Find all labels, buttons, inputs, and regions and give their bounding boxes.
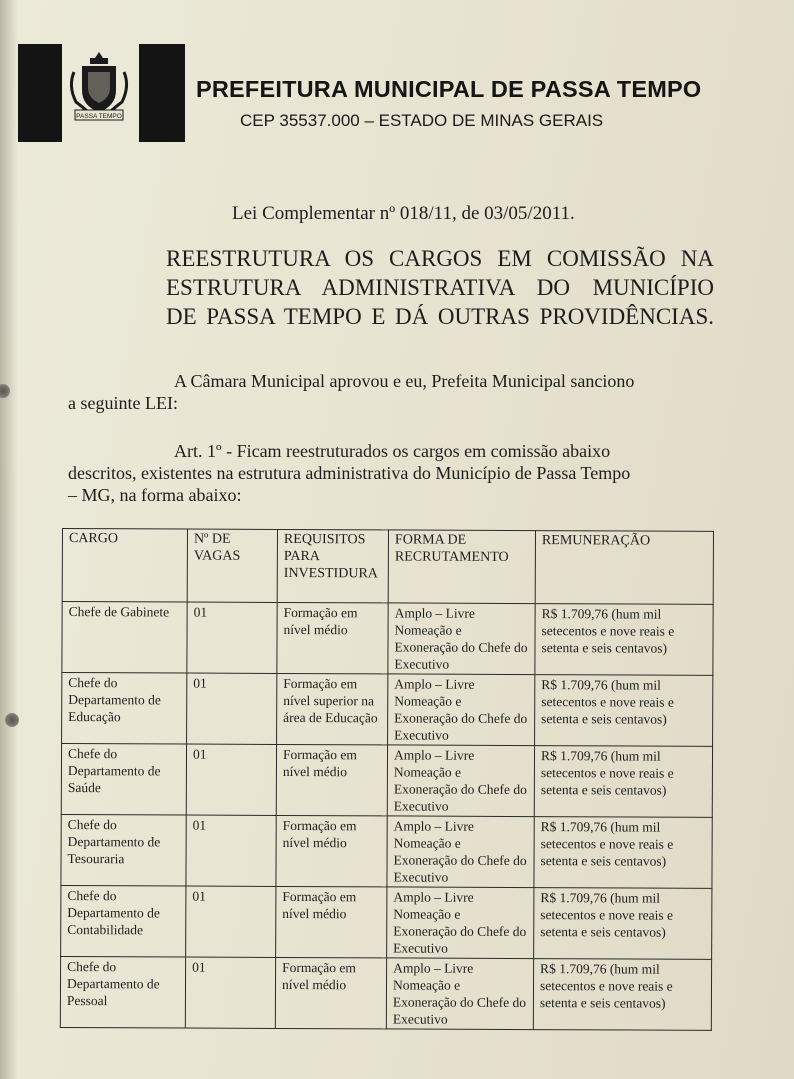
paragraph-line: A Câmara Municipal aprovou e eu, Prefeita Municipal sanciono <box>174 371 635 391</box>
header-title: PREFEITURA MUNICIPAL DE PASSA TEMPO <box>196 76 702 102</box>
cell-requisitos: Formação em nível médio <box>276 815 387 886</box>
svg-text:PASSA TEMPO: PASSA TEMPO <box>76 113 122 120</box>
paragraph-line: Art. 1º - Ficam reestruturados os cargos em comissão abaixo <box>174 441 611 461</box>
cell-vagas: 01 <box>185 957 275 1028</box>
cell-cargo: Chefe do Departamento de Educação <box>62 673 187 745</box>
cell-cargo: Chefe do Departamento de Saúde <box>61 744 186 816</box>
cell-cargo: Chefe do Departamento de Contabilidade <box>61 885 186 957</box>
cell-forma: Amplo – Livre Nomeação e Exoneração do Chefe do Executivo <box>387 816 534 888</box>
paragraph-line: a seguinte LEI: <box>68 393 178 413</box>
cell-remuneracao: R$ 1.709,76 (hum mil setecentos e nove reais e setenta e seis centavos) <box>533 959 711 1031</box>
table-row <box>60 956 711 1030</box>
cell-requisitos: Formação em nível médio <box>276 886 387 957</box>
ementa-line: ESTRUTURA ADMINISTRATIVA DO MUNICÍPIO <box>166 275 714 300</box>
cell-vagas: 01 <box>186 744 276 815</box>
cell-forma: Amplo – Livre Nomeação e Exoneração do Chefe do Executivo <box>388 603 535 675</box>
header-subtitle: CEP 35537.000 – ESTADO DE MINAS GERAIS <box>240 111 604 130</box>
cargos-table <box>60 528 714 1031</box>
cell-vagas: 01 <box>187 673 277 744</box>
cell-forma: Amplo – Livre Nomeação e Exoneração do Chefe do Executivo <box>387 887 534 959</box>
cell-remuneracao: R$ 1.709,76 (hum mil setecentos e nove reais e setenta e seis centavos) <box>535 675 713 747</box>
cell-requisitos: Formação em nível superior na área de Educação <box>277 673 388 744</box>
cell-vagas: 01 <box>186 886 276 957</box>
header-requisitos: REQUISITOS PARA INVESTIDURA <box>277 529 388 602</box>
punch-hole <box>5 713 19 727</box>
table-header-row <box>62 529 713 605</box>
table-row <box>61 814 712 888</box>
cell-cargo: Chefe de Gabinete <box>62 602 187 674</box>
cell-cargo: Chefe do Departamento de Tesouraria <box>61 814 186 886</box>
header-remuneracao: REMUNERAÇÃO <box>535 531 713 605</box>
header-forma: FORMA DE RECRUTAMENTO <box>388 530 535 604</box>
cell-requisitos: Formação em nível médio <box>275 957 386 1028</box>
table-row <box>62 673 713 747</box>
header-vagas: Nº DE VAGAS <box>187 529 277 602</box>
cell-remuneracao: R$ 1.709,76 (hum mil setecentos e nove reais e setenta e seis centavos) <box>535 604 713 676</box>
header-bar-right <box>139 44 185 142</box>
cell-vagas: 01 <box>186 815 276 886</box>
ementa-line: DE PASSA TEMPO E DÁ OUTRAS PROVIDÊNCIAS. <box>166 304 714 329</box>
cell-requisitos: Formação em nível médio <box>276 744 387 815</box>
law-title: Lei Complementar nº 018/11, de 03/05/2011. <box>232 203 575 224</box>
table-row <box>62 602 713 676</box>
paragraph-line: – MG, na forma abaixo: <box>68 485 242 505</box>
cell-remuneracao: R$ 1.709,76 (hum mil setecentos e nove reais e setenta e seis centavos) <box>534 746 712 818</box>
binding-shadow <box>0 0 18 1079</box>
municipal-coat-of-arms-icon <box>66 50 132 122</box>
header-bar-left <box>18 44 62 142</box>
cell-remuneracao: R$ 1.709,76 (hum mil setecentos e nove reais e setenta e seis centavos) <box>534 817 712 889</box>
cell-remuneracao: R$ 1.709,76 (hum mil setecentos e nove reais e setenta e seis centavos) <box>534 888 712 960</box>
cell-requisitos: Formação em nível médio <box>277 602 388 673</box>
table-row <box>61 744 712 818</box>
cell-forma: Amplo – Livre Nomeação e Exoneração do Chefe do Executivo <box>386 958 533 1030</box>
cell-forma: Amplo – Livre Nomeação e Exoneração do Chefe do Executivo <box>388 674 535 746</box>
paragraph-article-1 <box>68 440 708 506</box>
header-cargo: CARGO <box>62 529 187 603</box>
cell-cargo: Chefe do Departamento de Pessoal <box>60 956 185 1028</box>
law-ementa <box>166 244 714 331</box>
paragraph-sanction <box>68 370 708 414</box>
paragraph-line: descritos, existentes na estrutura administrativa do Município de Passa Tempo <box>68 463 631 483</box>
cell-vagas: 01 <box>187 602 277 673</box>
table-row <box>61 885 712 959</box>
cell-forma: Amplo – Livre Nomeação e Exoneração do Chefe do Executivo <box>387 745 534 817</box>
ementa-line: REESTRUTURA OS CARGOS EM COMISSÃO NA <box>166 246 714 271</box>
